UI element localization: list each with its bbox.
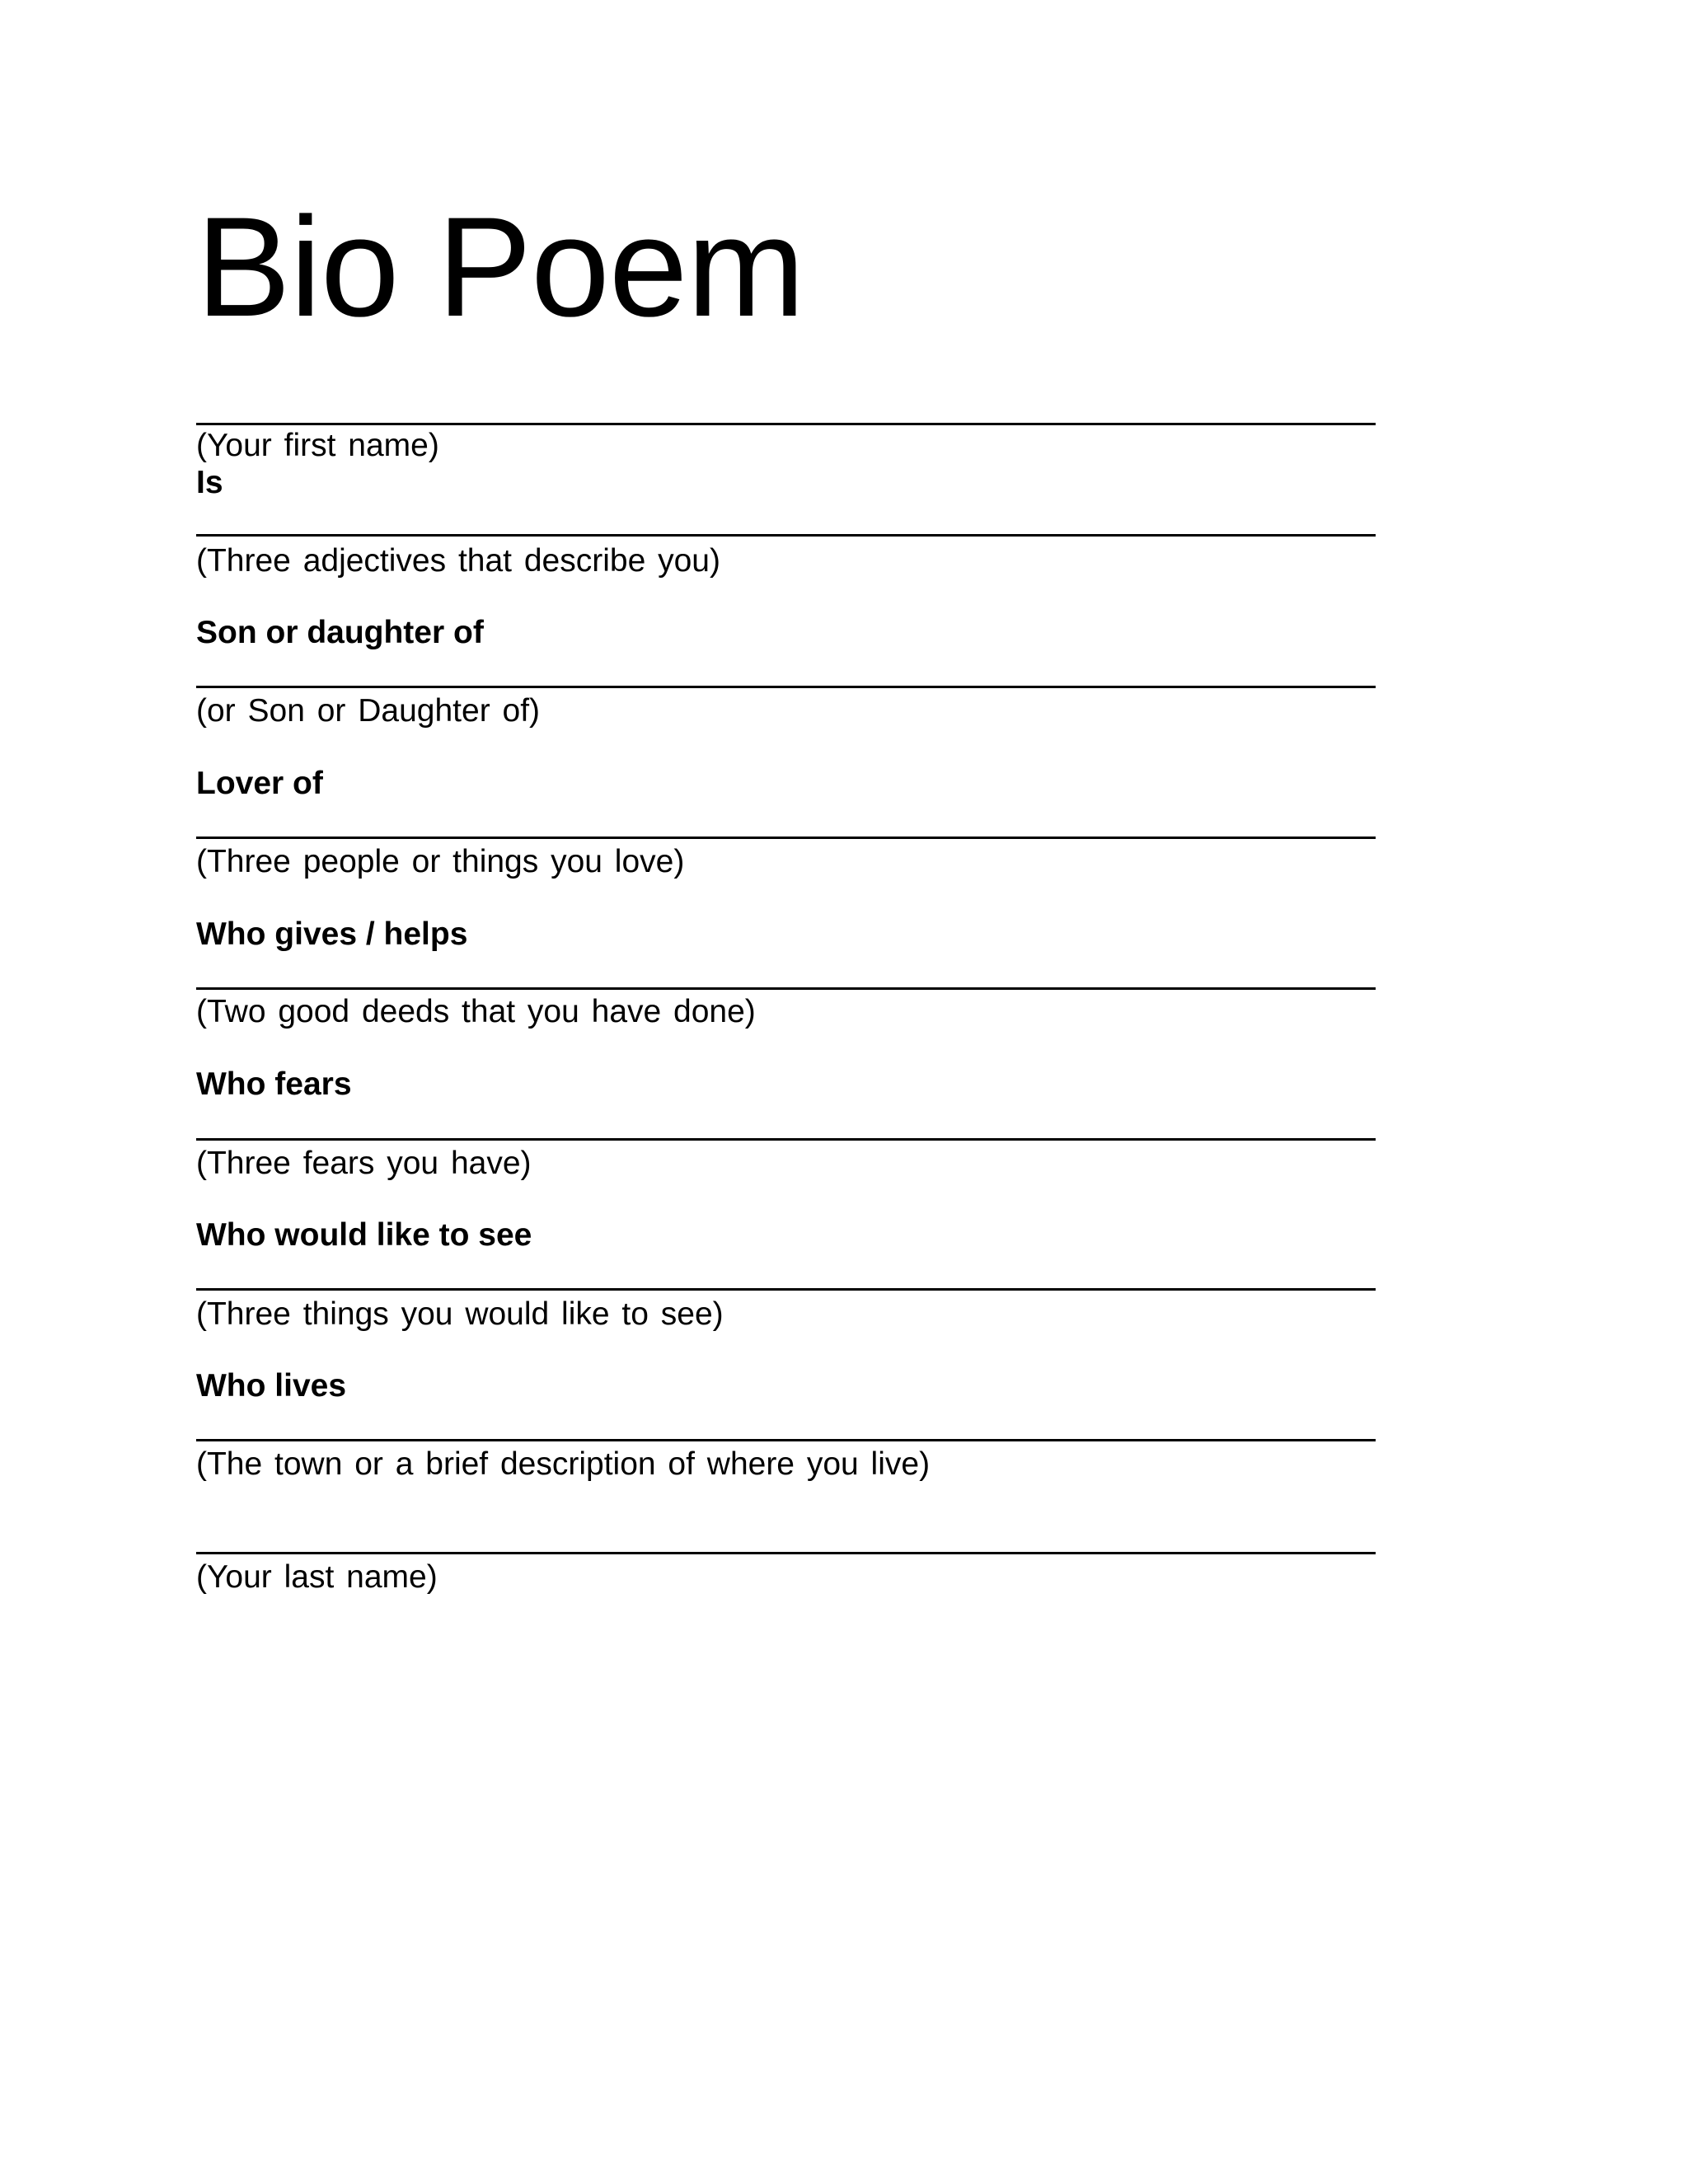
things-to-see-caption: (Three things you would like to see): [196, 1296, 724, 1332]
things-to-see-line[interactable]: [196, 1288, 1376, 1291]
adjectives-caption: (Three adjectives that describe you): [196, 543, 720, 579]
who-lives-label: Who lives: [196, 1368, 347, 1404]
fears-line[interactable]: [196, 1138, 1376, 1141]
parents-line[interactable]: [196, 686, 1376, 688]
good-deeds-line[interactable]: [196, 987, 1376, 990]
loves-line[interactable]: [196, 837, 1376, 839]
loves-caption: (Three people or things you love): [196, 844, 685, 879]
where-you-live-caption: (The town or a brief description of where you live): [196, 1446, 931, 1482]
last-name-caption: (Your last name): [196, 1559, 438, 1595]
who-gives-helps-label: Who gives / helps: [196, 916, 468, 952]
last-name-line[interactable]: [196, 1552, 1376, 1554]
good-deeds-caption: (Two good deeds that you have done): [196, 994, 756, 1029]
son-or-daughter-label: Son or daughter of: [196, 615, 484, 650]
adjectives-line[interactable]: [196, 534, 1376, 537]
is-label: Is: [196, 465, 223, 500]
where-you-live-line[interactable]: [196, 1439, 1376, 1441]
who-would-like-to-see-label: Who would like to see: [196, 1217, 532, 1253]
parents-caption: (or Son or Daughter of): [196, 693, 541, 729]
first-name-caption: (Your first name): [196, 428, 439, 463]
first-name-line[interactable]: [196, 423, 1376, 425]
lover-of-label: Lover of: [196, 766, 323, 801]
page-title: Bio Poem: [196, 188, 804, 346]
who-fears-label: Who fears: [196, 1066, 352, 1102]
fears-caption: (Three fears you have): [196, 1146, 532, 1181]
